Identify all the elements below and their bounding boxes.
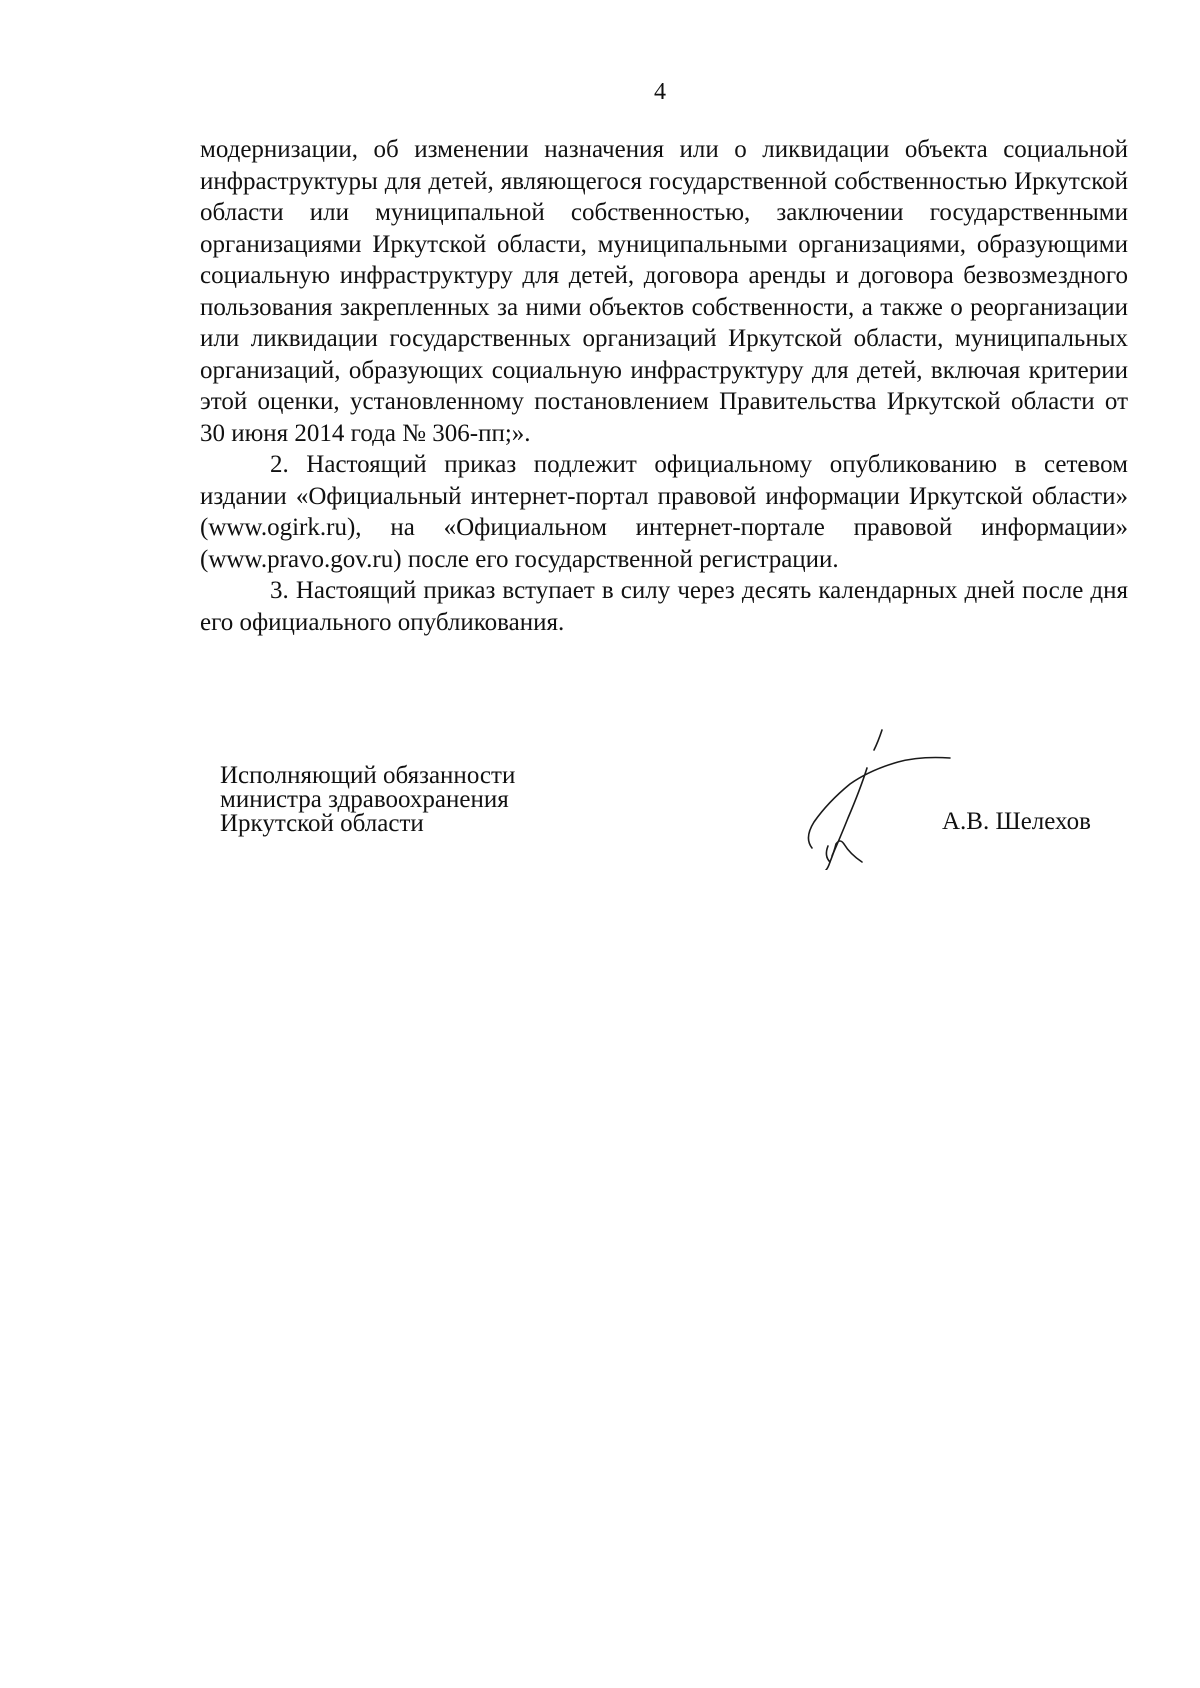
handwritten-signature: [770, 720, 970, 870]
signature-stroke: [808, 758, 950, 849]
signatory-position: [220, 764, 515, 836]
position-line: министра здравоохранения: [220, 786, 509, 813]
signature-stroke: [874, 730, 882, 750]
page-number: 4: [654, 79, 666, 105]
signature-stroke: [826, 841, 862, 862]
paragraph-continuation: модернизации, об изменении назначения или о ликвидации объекта социальной инфраструктуры для детей, являющегося государственной собственностью Иркутской области или муниципальной собственностью, заключении государственными организациями Иркутской области, муниципальными организациями, образующими социальную инфраструктуру для детей, договора аренды и договора безвозмездного пользования закрепленных за ними объектов собственности, а также о реорганизации или ликвидации государственных организаций Иркутской области, муниципальных организаций, образующих социальную инфраструктуру для детей, включая критерии этой оценки, установленному постановлением Правительства Иркутской области от 30 июня 2014 года № 306-пп;».: [200, 136, 1128, 447]
document-body: [200, 134, 1128, 638]
paragraph-publication: 2. Настоящий приказ подлежит официальному опубликованию в сетевом издании «Официальный интернет-портал правовой информации Иркутской области» (www.ogirk.ru), на «Официальном интернет-портале правовой информации» (www.pravo.gov.ru) после его государственной регистрации.: [200, 451, 1128, 573]
position-line: Исполняющий обязанности: [220, 762, 516, 789]
position-line: Иркутской области: [220, 810, 424, 837]
signature-stroke: [826, 862, 830, 870]
paragraph-effective-date: 3. Настоящий приказ вступает в силу через десять календарных дней после дня его официального опубликования.: [200, 577, 1128, 636]
signatory-name: А.В. Шелехов: [942, 808, 1091, 835]
